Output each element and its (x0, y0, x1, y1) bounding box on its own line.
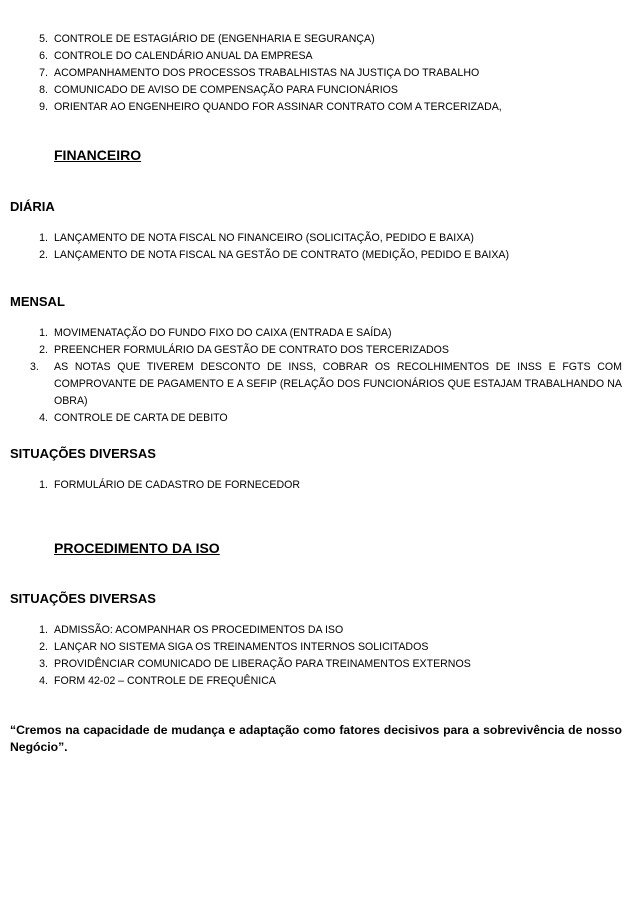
list-item: 9. ORIENTAR AO ENGENHEIRO QUANDO FOR ASSINAR CONTRATO COM A TERCERIZADA, (39, 101, 502, 113)
list-item: 2. LANÇAR NO SISTEMA SIGA OS TREINAMENTOS INTERNOS SOLICITADOS (39, 641, 429, 653)
mensal-heading: MENSAL (10, 294, 65, 309)
list-item: 4. CONTROLE DE CARTA DE DEBITO (39, 412, 228, 424)
list-item: 3. AS NOTAS QUE TIVEREM DESCONTO DE INSS, COBRAR OS RECOLHIMENTOS DE INSS E FGTS COM COMPROVANTE DE PAGAMENTO E A SEFIP (RELAÇÃO DOS FUNCIONÁRIOS QUE ESTAJAM TRABALHANDO NA OBRA) (30, 361, 622, 407)
iso-diversas-list (0, 622, 638, 690)
diaria-list (0, 230, 638, 264)
list-item: 7. ACOMPANHAMENTO DOS PROCESSOS TRABALHISTAS NA JUSTIÇA DO TRABALHO (39, 67, 480, 79)
list-item: 5. CONTROLE DE ESTAGIÁRIO DE (ENGENHARIA E SEGURANÇA) (39, 33, 375, 45)
iso-situacoes-diversas-heading: SITUAÇÕES DIVERSAS (10, 591, 156, 606)
list-item: 8. COMUNICADO DE AVISO DE COMPENSAÇÃO PARA FUNCIONÁRIOS (39, 84, 398, 96)
list-item: 2. PREENCHER FORMULÁRIO DA GESTÃO DE CONTRATO DOS TERCERIZADOS (39, 344, 449, 356)
list-item: 1. MOVIMENATAÇÃO DO FUNDO FIXO DO CAIXA (ENTRADA E SAÍDA) (39, 327, 392, 339)
list-item: 3. PROVIDÊNCIAR COMUNICADO DE LIBERAÇÃO PARA TREINAMENTOS EXTERNOS (39, 658, 471, 670)
situacoes-diversas-heading: SITUAÇÕES DIVERSAS (10, 446, 156, 461)
diaria-heading: DIÁRIA (10, 199, 55, 214)
financeiro-title: FINANCEIRO (54, 147, 142, 163)
top-list (0, 31, 638, 116)
list-item: 1. ADMISSÃO: ACOMPANHAR OS PROCEDIMENTOS DA ISO (39, 624, 344, 636)
list-item: 2. LANÇAMENTO DE NOTA FISCAL NA GESTÃO DE CONTRATO (MEDIÇÃO, PEDIDO E BAIXA) (39, 249, 510, 261)
list-item: 4. FORM 42-02 – CONTROLE DE FREQUÊNICA (39, 675, 276, 687)
mensal-list (0, 325, 638, 427)
financeiro-diversas-list (0, 477, 638, 494)
list-item: 6. CONTROLE DO CALENDÁRIO ANUAL DA EMPRESA (39, 50, 313, 62)
iso-title: PROCEDIMENTO DA ISO (54, 540, 220, 556)
closing-quote: “Cremos na capacidade de mudança e adaptação como fatores decisivos para a sobrevivência de nosso Negócio”. (10, 723, 622, 754)
list-item: 1. FORMULÁRIO DE CADASTRO DE FORNECEDOR (39, 479, 301, 491)
list-item: 1. LANÇAMENTO DE NOTA FISCAL NO FINANCEIRO (SOLICITAÇÃO, PEDIDO E BAIXA) (39, 232, 474, 244)
